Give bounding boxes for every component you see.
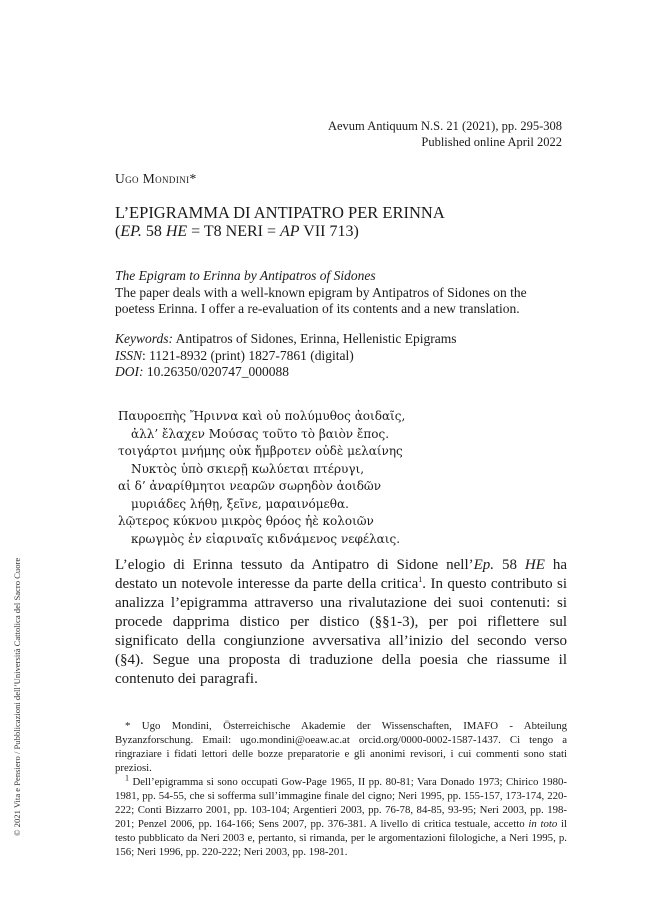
body-text: . In questo contributo si analizza l’epigramma attraverso una rivalutazione dei suoi contenuti: si procede dapprima distico per distico (§§1-3), per poi riflettere sul significato della congiunzione avversativa all’inizio del secondo verso (§4). Segue una proposta di traduzione della poesia che riassume il contenuto dei paragrafi.	[115, 576, 568, 687]
verse-line: μυριάδες λήθῃ, ξεῖνε, μαραινόμεθα.	[131, 496, 349, 511]
doi-line	[115, 364, 456, 381]
body-paragraph	[115, 556, 567, 689]
body-ep: Ep.	[473, 557, 495, 573]
verse-line: ἀλλ’ ἔλαχεν Μούσας τοῦτο τὸ βαιὸν ἔπος.	[131, 426, 390, 441]
title-part: VII 713)	[299, 223, 359, 240]
body-text: 58	[494, 557, 525, 573]
footnote-author: * Ugo Mondini, Österreichische Akademie der Wissenschaften, IMAFO - Abteilung Byzanzforschung. Email: ugo.mondini@oeaw.ac.at orcid.org/0000-0002-1587-1437. Ci tengo a ringraziare i fidati lettori delle bozze preparatorie e gli anonimi revisori, i cui commenti sono stati preziosi.	[115, 720, 567, 774]
title-part: 58	[141, 223, 166, 240]
body-he: HE	[524, 557, 545, 573]
title-ap: AP	[280, 223, 300, 240]
title-paren: (	[115, 223, 121, 240]
publication-date: Published online April 2022	[421, 135, 562, 149]
title-line-1: L’EPIGRAMMA DI ANTIPATRO PER ERINNA	[115, 203, 445, 222]
keywords-value: Antipatros of Sidones, Erinna, Hellenistic Epigrams	[173, 331, 457, 346]
footnote-number: 1	[125, 773, 129, 783]
verse-line: λῷτερος κύκνου μικρὸς θρόος ἠὲ κολοιῶν	[118, 514, 374, 528]
issn-line	[115, 348, 456, 365]
journal-citation: Aevum Antiquum N.S. 21 (2021), pp. 295-308	[327, 119, 562, 133]
issn-label: ISSN	[115, 347, 142, 363]
keywords-line	[115, 331, 456, 348]
footnote-ref[interactable]: 1	[418, 575, 423, 584]
verse-line: Παυροεπὴς Ἤριννα καὶ οὐ πολύμυθος ἀοιδαῖς,	[118, 409, 406, 423]
body-text: ha destato un notevole interesse da parte della critica	[115, 557, 568, 592]
footnote-italic: in toto	[528, 818, 558, 830]
keywords-label: Keywords:	[115, 331, 173, 346]
abstract	[115, 268, 567, 318]
footnote-text: Dell’epigramma si sono occupati Gow-Page 1965, II pp. 80-81; Vara Donado 1973; Chirico 1980-1981, pp. 54-55, che si sofferma sull’immagine finale del cigno; Neri 1995, pp. 155-157, 173-174, 220-222; Conti Bizzarro 2001, pp. 103-104; Argentieri 2003, pp. 76-78, 84-85, 93-95; Neri 2003, pp. 198-201; Penzel 2006, pp. 164-166; Sens 2007, pp. 376-381. A livello di critica testuale, accetto	[115, 776, 567, 830]
verse-line: κρωγμὸς ἐν εἰαριναῖς κιδνάμενος νεφέλαις.	[131, 531, 401, 546]
body-text: L’elogio di Erinna tessuto da Antipatro di Sidone nell’	[115, 557, 474, 573]
journal-header	[328, 118, 562, 150]
greek-epigram	[118, 408, 405, 548]
article-title	[115, 203, 445, 241]
title-he: HE	[165, 223, 188, 240]
footnote-text: il testo pubblicato da Neri 2003 e, pertanto, si rimanda, per le argomentazioni filologiche, a Neri 1995, p. 156; Neri 1996, pp. 220-222; Neri 2003, pp. 198-201.	[115, 818, 567, 858]
issn-value: : 1121-8932 (print) 1827-7861 (digital)	[142, 347, 354, 363]
title-ep: EP.	[120, 223, 142, 240]
article-metadata	[115, 331, 456, 381]
title-line-2	[115, 222, 445, 241]
doi-label: DOI:	[115, 364, 144, 379]
copyright-sidebar: © 2021 Vita e Pensiero / Pubblicazioni dell’Università Cattolica del Sacro Cuore	[12, 557, 22, 836]
doi-value: 10.26350/020747_000088	[143, 364, 290, 379]
verse-line: Νυκτὸς ὑπὸ σκιερῇ κωλύεται πτέρυγι,	[131, 461, 365, 476]
footnote-1	[115, 775, 567, 859]
abstract-text: The paper deals with a well-known epigram by Antipatros of Sidones on the poetess Erinna. I offer a re-evaluation of its contents and a new translation.	[115, 284, 527, 316]
author-name: Ugo Mondini*	[115, 171, 197, 186]
verse-line: τοιγάρτοι μνήμης οὐκ ἤμβροτεν οὐδὲ μελαίνης	[118, 444, 403, 458]
abstract-title: The Epigram to Erinna by Antipatros of Sidones	[115, 268, 376, 283]
footnotes	[115, 719, 567, 859]
verse-line: αἱ δ’ ἀναρίθμητοι νεαρῶν σωρηδὸν ἀοιδῶν	[118, 479, 382, 493]
title-part: = T8 NERI =	[187, 223, 280, 240]
